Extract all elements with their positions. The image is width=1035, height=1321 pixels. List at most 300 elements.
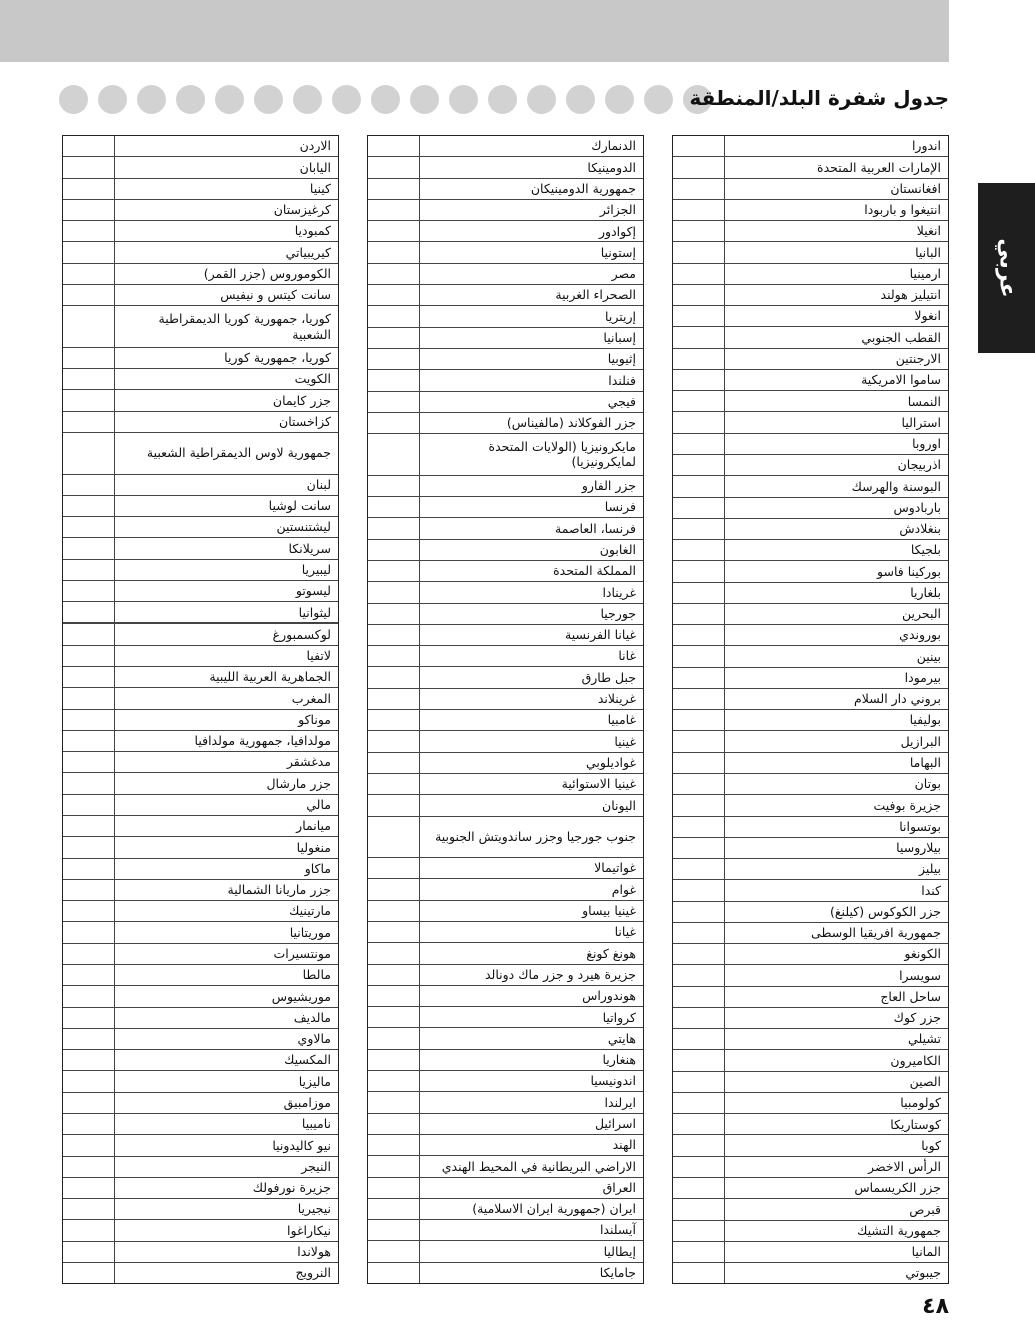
country-code-cell [673,965,725,985]
country-name: بيليز [918,861,941,877]
country-table-column-right [672,135,949,1284]
country-code-cell [63,1071,115,1091]
country-name: باربادوس [893,499,941,515]
country-code-cell [673,434,725,454]
country-code-cell [368,901,420,921]
country-name: المملكة المتحدة [553,563,636,579]
table-row [673,498,948,519]
country-name: الاردن [299,138,331,154]
country-code-cell [368,582,420,602]
table-row [368,582,643,603]
country-code-cell [673,561,725,581]
country-name: مالطا [302,967,331,983]
country-code-cell [368,1007,420,1027]
country-code-cell [673,221,725,241]
country-name: ليبيريا [301,561,331,577]
country-code-cell [63,1135,115,1155]
country-name: الكويت [294,371,331,387]
country-name: بلغاريا [910,584,941,600]
country-code-cell [368,370,420,390]
country-name: جمهورية افريقيا الوسطى [811,925,941,941]
country-name: غيانا الفرنسية [565,627,636,643]
country-code-cell [63,795,115,815]
country-name: لاتفيا [306,648,331,664]
table-row [63,157,338,178]
table-row [368,1071,643,1092]
table-row [673,306,948,327]
country-code-cell [673,306,725,326]
table-row [63,837,338,858]
decorative-dot [59,85,88,114]
country-code-cell [673,540,725,560]
country-name: جزر الفوكلاند (مالفيناس) [506,415,636,431]
country-name: ساموا الامريكية [861,372,941,388]
country-name: فنلندا [608,372,636,388]
country-name: النرويج [295,1265,331,1281]
country-code-cell [368,1178,420,1198]
table-row [63,1008,338,1029]
table-row [63,1093,338,1114]
page-title: جدول شفرة البلد/المنطقة [689,86,949,110]
country-code-cell [673,753,725,773]
country-code-cell [673,1178,725,1198]
page-number: ٤٨ [922,1294,949,1319]
table-row [673,1029,948,1050]
table-row [673,179,948,200]
country-name: الإمارات العربية المتحدة [817,159,941,175]
country-code-cell [63,773,115,793]
table-row [673,859,948,880]
country-name: جزر ماريانا الشمالية [227,882,331,898]
country-name: غينيا الاستوائية [561,776,636,792]
top-banner [0,0,949,62]
country-code-cell [368,157,420,177]
table-row [368,795,643,816]
table-row [368,413,643,434]
table-row [368,858,643,879]
country-name: القطب الجنوبي [861,329,941,345]
table-row [63,1242,338,1263]
country-name: جيبوتي [905,1265,941,1281]
country-name: الصحراء الغربية [555,287,636,303]
country-name: إيطاليا [603,1243,636,1259]
country-code-cell [368,434,420,475]
country-code-cell [368,242,420,262]
decorative-dot [137,85,166,114]
country-name: الكاميرون [890,1052,941,1068]
table-row [63,922,338,943]
country-name: مارتينيك [289,903,331,919]
country-name: غواتيمالا [594,860,636,876]
country-name: كزاخستان [279,413,331,429]
country-code-cell [673,604,725,624]
table-row [368,200,643,221]
country-name: هنغاريا [602,1052,636,1068]
table-row [368,965,643,986]
country-code-cell [673,880,725,900]
country-name: اذربيجان [897,457,941,473]
country-name: ناميبيا [301,1116,331,1132]
country-code-cell [368,1199,420,1219]
country-name: إستونيا [600,244,636,260]
country-name: موريشيوس [271,988,331,1004]
country-code-cell [63,136,115,156]
country-name: إثيوبيا [607,351,636,367]
table-row [673,1072,948,1093]
table-row [673,540,948,561]
table-row [673,923,948,944]
table-row [368,285,643,306]
country-code-cell [673,391,725,411]
table-row [673,455,948,476]
table-row [673,880,948,901]
country-code-cell [368,1156,420,1176]
country-name: مايكرونيزيا (الولايات المتحدة لمايكرونيزيا) [488,438,636,470]
country-code-cell [368,264,420,284]
country-code-cell [673,476,725,496]
country-code-cell [368,1135,420,1155]
country-code-cell [63,157,115,177]
table-row [673,668,948,689]
country-code-cell [368,943,420,963]
country-name: ايران (جمهورية ايران الاسلامية) [472,1201,636,1217]
country-code-cell [63,348,115,368]
country-name: سويسرا [899,967,941,983]
table-row [63,1199,338,1220]
table-row [673,710,948,731]
decorative-dot [527,85,556,114]
country-name: ماكاو [304,860,331,876]
decorative-dot [644,85,673,114]
country-name: فيجي [607,393,636,409]
country-code-cell [673,1157,725,1177]
table-row [368,646,643,667]
table-row [673,136,948,157]
country-name: انغولا [914,308,941,324]
country-name: ارمينيا [909,265,941,281]
country-code-cell [673,1242,725,1262]
table-row [368,1028,643,1049]
decorative-dot [332,85,361,114]
country-name: غيانا [614,924,636,940]
country-name: جبل طارق [581,669,636,685]
country-name: الدومينيكا [587,159,636,175]
country-name: مالي [306,797,331,813]
table-row [673,795,948,816]
table-row [368,667,643,688]
country-code-cell [673,1199,725,1219]
table-row [673,1221,948,1242]
table-row [63,560,338,581]
table-row [673,349,948,370]
country-code-cell [673,136,725,156]
country-code-cell [368,817,420,858]
table-row [63,285,338,306]
table-row [63,1114,338,1135]
country-name: المانيا [911,1244,941,1260]
country-code-cell [368,306,420,326]
table-row [673,838,948,859]
country-name: غوام [611,881,636,897]
country-name: جنوب جورجيا وجزر ساندويتش الجنوبية [435,828,636,844]
table-row [368,1156,643,1177]
table-row [368,497,643,518]
country-code-cell [673,731,725,751]
table-row [673,731,948,752]
country-code-cell [63,752,115,772]
country-code-cell [673,668,725,688]
country-name: منغوليا [296,839,331,855]
country-name: الكونغو [904,946,941,962]
country-code-cell [63,369,115,389]
country-name: الكوموروس (جزر القمر) [203,266,331,282]
country-code-cell [63,433,115,474]
country-name: انغيلا [916,223,941,239]
table-row [368,1135,643,1156]
table-row [368,349,643,370]
country-code-cell [368,328,420,348]
country-code-cell [673,1072,725,1092]
country-code-cell [63,306,115,347]
table-row [63,538,338,559]
country-code-cell [63,646,115,666]
country-name: لوكسمبورغ [272,626,331,642]
country-name: استراليا [901,414,941,430]
table-row [63,1050,338,1071]
country-code-cell [63,1178,115,1198]
table-row [63,496,338,517]
country-code-cell [63,496,115,516]
decorative-dot [371,85,400,114]
country-code-cell [63,667,115,687]
table-row [673,327,948,348]
table-row [63,688,338,709]
table-row [63,348,338,369]
country-name: مصر [611,266,636,282]
country-name: مدغشقر [286,754,331,770]
country-name: مالديف [293,1009,331,1025]
country-name: انتيغوا و باربودا [864,202,941,218]
table-row [63,731,338,752]
country-name: بنغلادش [899,521,941,537]
country-code-cell [63,816,115,836]
country-code-cell [63,624,115,644]
country-code-cell [63,475,115,495]
table-row [63,412,338,433]
country-name: سريلانكا [288,540,331,556]
country-code-cell [368,476,420,496]
country-code-cell [673,987,725,1007]
country-code-cell [368,1263,420,1283]
country-code-cell [673,1029,725,1049]
country-code-cell [673,1093,725,1113]
country-name: النيجر [301,1158,331,1174]
table-row [673,902,948,923]
country-code-cell [63,901,115,921]
country-code-cell [63,731,115,751]
country-name: كوريا، جمهورية كوريا [224,350,331,366]
country-name: الغابون [599,541,636,557]
table-row [368,774,643,795]
table-row [368,306,643,327]
country-code-cell [63,1008,115,1028]
country-code-cell [673,774,725,794]
table-row [673,1157,948,1178]
country-name: بوروندي [899,627,941,643]
country-name: آيسلندا [599,1222,636,1238]
country-name: كينيا [309,180,331,196]
country-name: كوريا، جمهورية كوريا الديمقراطية الشعبية [158,310,331,342]
country-code-cell [368,221,420,241]
table-row [63,200,338,221]
decorative-dot [488,85,517,114]
table-row [63,710,338,731]
table-row [368,731,643,752]
country-code-cell [673,646,725,666]
table-row [368,242,643,263]
table-row [368,328,643,349]
table-row [63,773,338,794]
country-code-cell [63,837,115,857]
country-code-cell [368,1028,420,1048]
table-row [368,943,643,964]
country-name: ساحل العاج [880,988,941,1004]
country-code-cell [673,1114,725,1134]
country-code-cell [63,1199,115,1219]
table-row [368,1178,643,1199]
country-code-cell [673,583,725,603]
country-name: غرينادا [602,584,636,600]
country-name: غامبيا [607,712,636,728]
country-name: بوركينا فاسو [877,563,941,579]
country-code-cell [673,327,725,347]
country-code-cell [368,795,420,815]
table-row [368,561,643,582]
table-row [673,1093,948,1114]
decorative-dot [176,85,205,114]
country-code-cell [368,200,420,220]
country-name: بوليفيا [909,712,941,728]
country-name: الاراضي البريطانية في المحيط الهندي [441,1158,636,1174]
country-code-cell [673,412,725,432]
table-row [368,922,643,943]
table-row [63,752,338,773]
country-name: مولدافيا، جمهورية مولدافيا [194,733,331,749]
country-code-cell [368,540,420,560]
table-row [368,1263,643,1283]
country-name: لبنان [306,476,331,492]
table-row [673,604,948,625]
country-code-cell [63,688,115,708]
country-name: الدنمارك [591,138,636,154]
country-code-cell [368,1114,420,1134]
country-name: سانت كيتس و نيفيس [220,287,331,303]
table-row [368,1199,643,1220]
table-row [673,689,948,710]
country-name: إسبانيا [603,330,636,345]
table-row [368,476,643,497]
country-name: بوتسوانا [899,818,941,834]
country-code-cell [673,795,725,815]
table-row [63,1220,338,1241]
table-row [673,987,948,1008]
table-row [368,901,643,922]
country-code-cell [673,1050,725,1070]
country-code-cell [63,581,115,601]
table-row [63,646,338,667]
table-row [63,264,338,285]
country-code-cell [63,859,115,879]
country-name: ميانمار [296,818,331,834]
country-name: اسرائيل [594,1115,636,1131]
country-code-cell [673,1263,725,1283]
table-row [63,433,338,475]
decorative-dot [566,85,595,114]
table-row [63,816,338,837]
language-side-tab-label: عربي [994,238,1019,298]
country-code-cell [368,136,420,156]
table-row [63,667,338,688]
country-name: الصين [909,1074,941,1089]
table-row [63,965,338,986]
table-row [673,1135,948,1156]
table-row [673,774,948,795]
table-row [673,476,948,497]
country-name: هايتي [607,1030,636,1046]
country-code-cell [673,455,725,475]
country-name: فرنسا [604,499,636,515]
table-row [368,179,643,200]
country-name: جزر كايمان [272,392,331,408]
language-side-tab [978,183,1035,353]
country-code-cell [368,625,420,645]
country-name: فرنسا، العاصمة [555,520,636,536]
country-name: جزيرة هيرد و جزر ماك دونالد [484,966,636,982]
table-row [63,1178,338,1199]
table-row [63,517,338,538]
country-code-cell [368,1220,420,1240]
table-row [673,157,948,178]
table-row [368,434,643,476]
country-code-cell [673,1135,725,1155]
country-code-cell [368,774,420,794]
country-name: جزر الفارو [581,478,636,494]
country-name: جزر الكريسماس [854,1180,941,1196]
table-row [63,369,338,390]
country-name: بروني دار السلام [854,691,941,707]
country-name: الجماهرية العربية الليبية [209,669,331,685]
country-name: هونغ كونغ [586,945,636,961]
country-name: العراق [602,1179,636,1195]
country-name: البرازيل [900,733,941,749]
country-code-cell [673,519,725,539]
table-row [368,879,643,900]
country-table-column-middle [367,135,644,1284]
country-name: الجزائر [599,202,636,218]
country-code-cell [673,498,725,518]
country-name: جورجيا [600,605,636,621]
table-row [368,1241,643,1262]
country-name: جمهورية الدومينيكان [530,180,636,196]
country-name: غرينلاند [597,691,636,707]
table-row [368,1050,643,1071]
country-code-cell [368,179,420,199]
table-row [673,1178,948,1199]
country-name: بلجيكا [910,542,941,558]
country-code-cell [368,731,420,751]
country-name: كندا [921,882,941,898]
table-row [63,944,338,965]
